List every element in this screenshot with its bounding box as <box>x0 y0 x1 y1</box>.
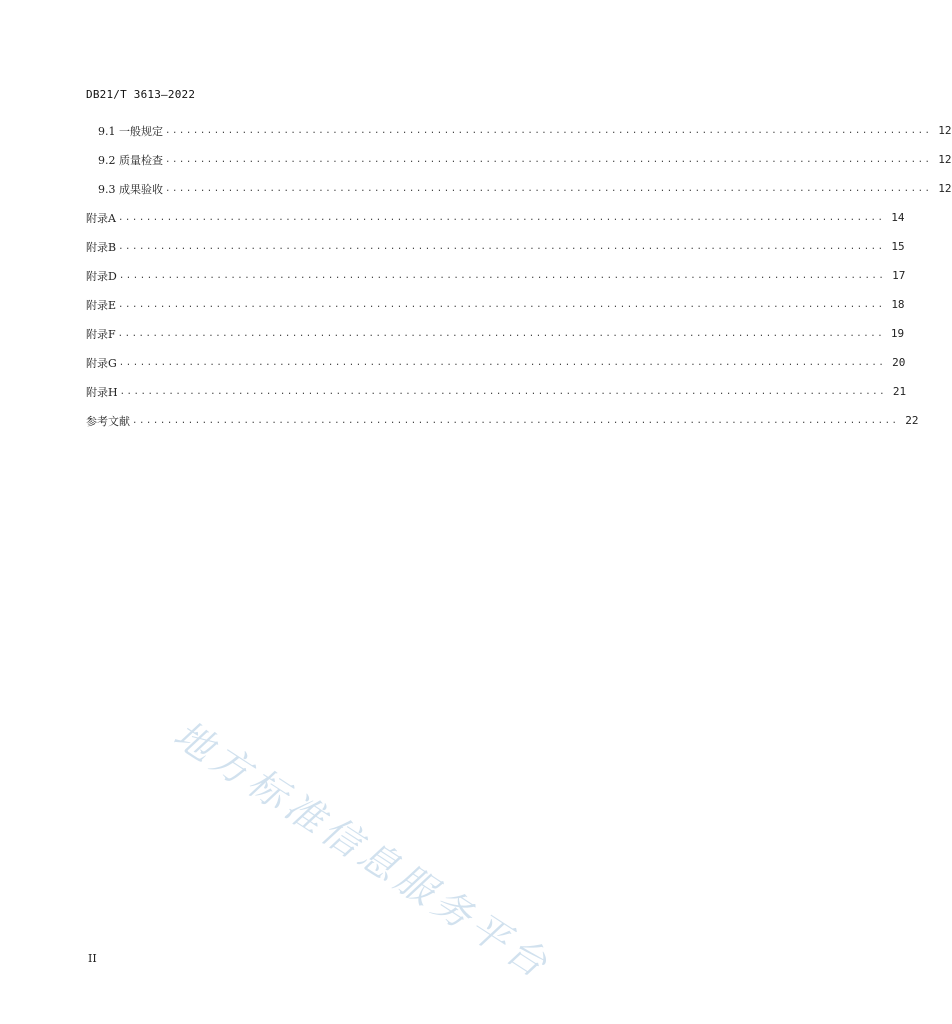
toc-page-number: 12 <box>938 124 952 137</box>
toc-entry-references[interactable] <box>86 406 919 435</box>
toc-entry-appendix-a[interactable] <box>86 203 905 232</box>
toc-page-number: 20 <box>892 356 906 369</box>
toc-entry-9-1[interactable] <box>86 116 952 145</box>
toc-entry-9-2[interactable] <box>86 145 952 174</box>
toc-entry-label: 附录H <box>86 385 118 399</box>
toc-entry-appendix-e[interactable] <box>86 290 905 319</box>
toc-entry-label: 附录B <box>86 240 117 254</box>
toc-dot-leader: .............................................................................................................. <box>117 213 885 223</box>
toc-entry-label: 9.2 质量检查 <box>98 153 163 167</box>
toc-dot-leader: .............................................................................................................. <box>118 358 886 368</box>
toc-entry-appendix-f[interactable] <box>86 319 905 348</box>
toc-entry-label: 参考文献 <box>86 414 130 428</box>
toc-dot-leader: .............................................................................................................. <box>165 184 932 194</box>
watermark-text: 地方标准信息服务平台 <box>166 711 560 989</box>
toc-entry-appendix-g[interactable] <box>86 348 906 377</box>
toc-dot-leader: .............................................................................................................. <box>118 300 885 310</box>
toc-entry-appendix-d[interactable] <box>86 261 906 290</box>
page-number-footer: II <box>88 952 97 965</box>
toc-page-number: 15 <box>891 240 905 253</box>
toc-page-number: 21 <box>892 385 907 398</box>
toc-entry-appendix-h[interactable] <box>86 377 907 406</box>
toc-entry-label: 附录F <box>86 327 116 341</box>
toc-entry-label: 9.1 一般规定 <box>98 124 163 138</box>
toc-dot-leader: .............................................................................................................. <box>118 271 886 281</box>
toc-entry-label: 附录E <box>86 298 117 312</box>
toc-page-number: 12 <box>938 182 952 195</box>
toc-page-number: 19 <box>890 327 905 340</box>
toc-dot-leader: .............................................................................................................. <box>119 387 887 397</box>
toc-page-number: 17 <box>892 269 906 282</box>
document-code-header: DB21/T 3613—2022 <box>86 88 196 101</box>
toc-dot-leader: .............................................................................................................. <box>132 416 899 426</box>
toc-entry-label: 9.3 成果验收 <box>98 182 163 196</box>
toc-dot-leader: .............................................................................................................. <box>165 126 932 136</box>
toc-dot-leader: .............................................................................................................. <box>118 242 885 252</box>
toc-dot-leader: .............................................................................................................. <box>165 155 932 165</box>
toc-dot-leader: .............................................................................................................. <box>117 329 885 339</box>
toc-entry-label: 附录D <box>86 269 117 283</box>
toc-entry-label: 附录A <box>86 211 116 225</box>
toc-entry-9-3[interactable] <box>86 174 952 203</box>
toc-page-number: 14 <box>891 211 905 224</box>
table-of-contents <box>86 116 952 435</box>
toc-entry-label: 附录G <box>86 356 117 370</box>
toc-page-number: 12 <box>938 153 952 166</box>
toc-entry-appendix-b[interactable] <box>86 232 905 261</box>
toc-page-number: 18 <box>891 298 905 311</box>
toc-page-number: 22 <box>905 414 919 427</box>
